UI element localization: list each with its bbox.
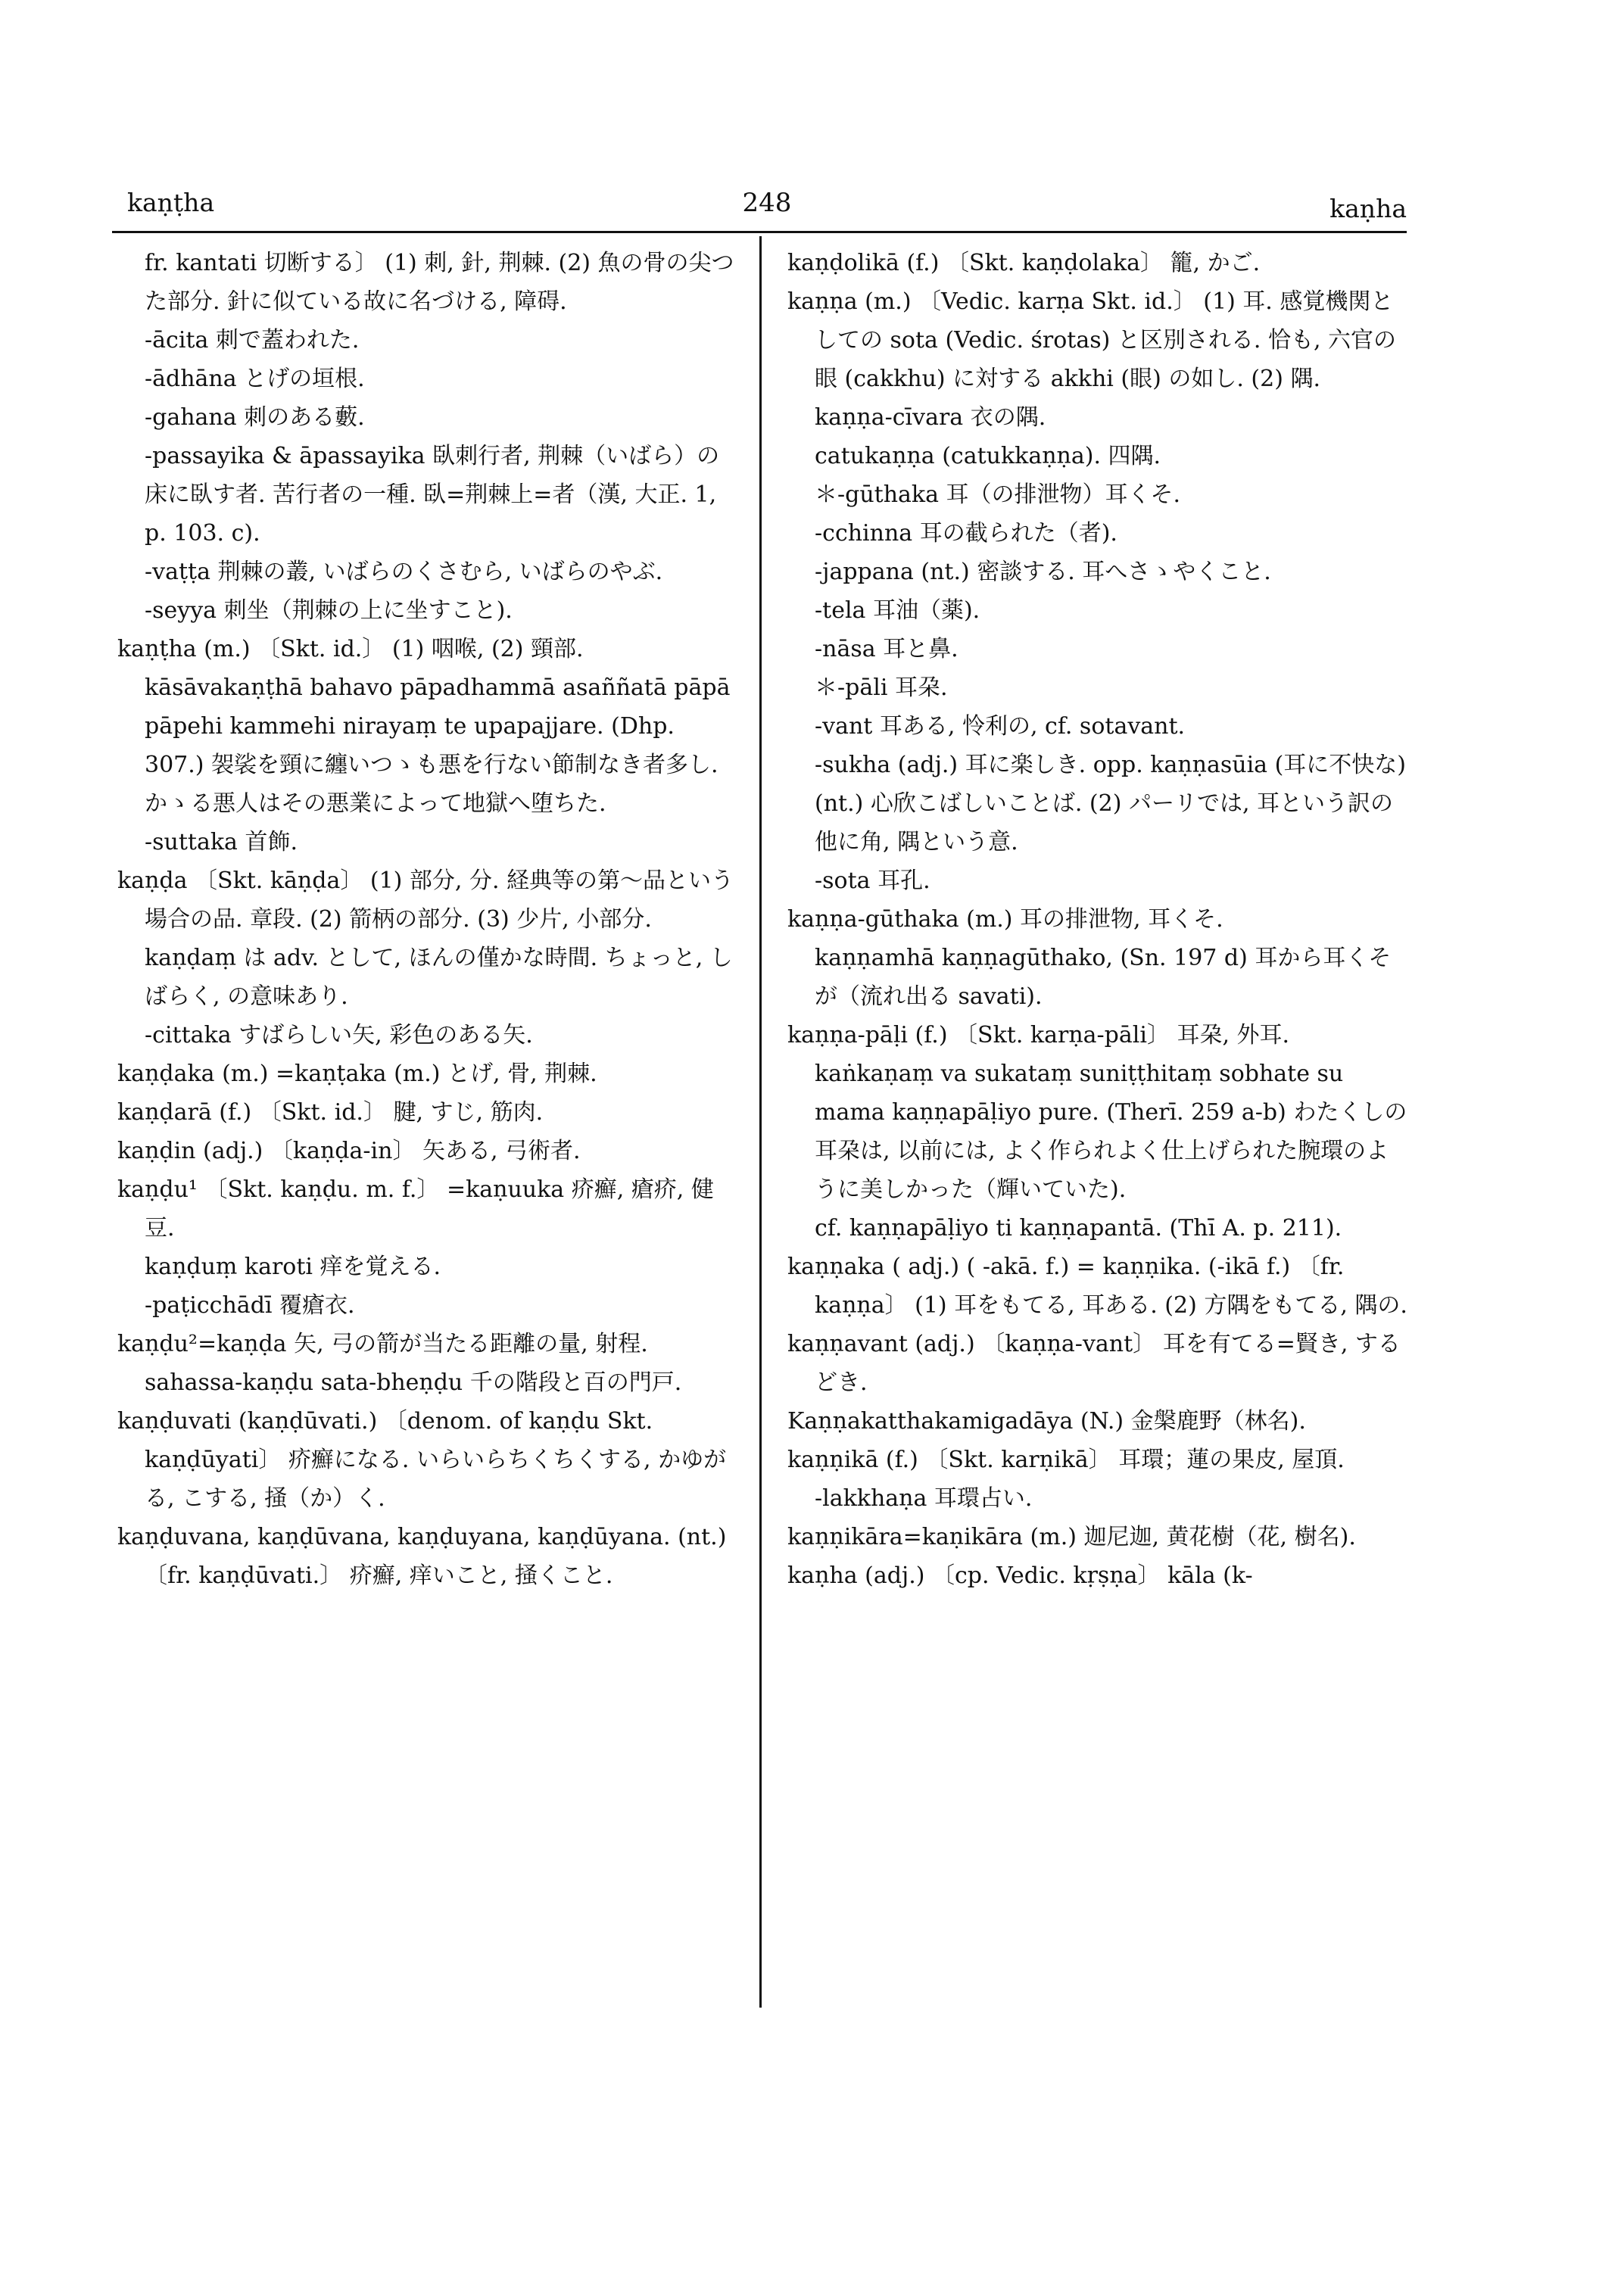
dictionary-entry: kaṇṭha (m.) 〔Skt. id.〕 (1) 咽喉, (2) 頸部. — [117, 636, 584, 662]
dictionary-entry: kaṇḍin (adj.) 〔kaṇḍa-in〕 矢ある, 弓術者. — [117, 1138, 581, 1164]
entry-subline: -ācita 刺で蓋われた. — [145, 327, 360, 354]
entry-subline: -seyya 刺坐（荆棘の上に坐すこと). — [145, 597, 513, 624]
entry-subline: -tela 耳油（薬). — [815, 597, 980, 624]
column-divider — [759, 236, 762, 2008]
dictionary-entry: kaṇha (adj.) 〔cp. Vedic. kṛṣṇa〕 kāla (k- — [787, 1562, 1253, 1589]
entry-subline: -gahana 刺のある藪. — [145, 404, 365, 431]
entry-subline: -lakkhaṇa 耳環占い. — [815, 1485, 1033, 1512]
dictionary-entry: kaṇḍu²=kaṇḍa 矢, 弓の箭が当たる距離の量, 射程. — [117, 1331, 648, 1357]
entry-subline: kaṅkaṇaṃ va sukataṃ suniṭṭhitaṃ sobhate su mama kaṇṇapāḷiyo pure. (Therī. 259 a-b) わたくしの耳朶は, 以前には, よく作られよく仕上げられた腕環のように美しかった（輝いていた). — [815, 1061, 1407, 1203]
entry-subline: sahassa-kaṇḍu sata-bheṇḍu 千の階段と百の門戸. — [145, 1369, 682, 1396]
running-header — [127, 188, 1407, 226]
entry-subline: -vant 耳ある, 怜利の, cf. sotavant. — [815, 713, 1186, 740]
entry-subline: kaṇṇamhā kaṇṇagūthako, (Sn. 197 d) 耳から耳くそが（流れ出る savati). — [815, 945, 1392, 1010]
header-rule — [112, 231, 1407, 233]
entry-subline: -jappana (nt.) 密談する. 耳へさゝやくこと. — [815, 559, 1271, 585]
entry-subline: -ādhāna とげの垣根. — [145, 366, 365, 392]
entry-subline: -cchinna 耳の截られた（者). — [815, 520, 1117, 547]
dictionary-entry: kaṇḍarā (f.) 〔Skt. id.〕 腱, すじ, 筋肉. — [117, 1099, 544, 1126]
entry-subline: kaṇḍuṃ karoti 痒を覚える. — [145, 1254, 441, 1280]
entry-subline: ＊-pāli 耳朶. — [815, 675, 948, 701]
entry-subline: kaṇṇa-cīvara 衣の隅. — [815, 404, 1046, 431]
dictionary-entry: kaṇṇa (m.) 〔Vedic. karṇa Skt. id.〕 (1) 耳. 感覚機関としての sota (Vedic. śrotas) と区別される. 恰も, 六官の眼 (cakkhu) に対する akkhi (眼) の如し. (2) 隅. — [787, 288, 1397, 392]
entry-subline: -paṭicchādī 覆瘡衣. — [145, 1292, 355, 1319]
dictionary-entry: Kaṇṇakatthakamigadāya (N.) 金槃鹿野（林名). — [787, 1408, 1306, 1435]
left-guide-word: kaṇṭha — [127, 188, 215, 217]
dictionary-entry: kaṇḍu¹ 〔Skt. kaṇḍu. m. f.〕 =kaṇuuka 疥癬, 瘡疥, 健豆. — [117, 1176, 714, 1242]
entry-subline: cf. kaṇṇapāḷiyo ti kaṇṇapantā. (Thī A. p. 211). — [815, 1215, 1342, 1242]
dictionary-entry: kaṇḍolikā (f.) 〔Skt. kaṇḍolaka〕 籠, かご. — [787, 250, 1261, 276]
entry-subline: -cittaka すばらしい矢, 彩色のある矢. — [145, 1022, 533, 1048]
entry-subline: -suttaka 首飾. — [145, 829, 298, 855]
dictionary-entry: kaṇḍaka (m.) =kaṇṭaka (m.) とげ, 骨, 荆棘. — [117, 1061, 597, 1087]
entry-subline: -sota 耳孔. — [815, 868, 930, 894]
dictionary-entry: kaṇḍuvana, kaṇḍūvana, kaṇḍuyana, kaṇḍūyana. (nt.) 〔fr. kaṇḍūvati.〕 疥癬, 痒いこと, 掻くこと. — [117, 1524, 727, 1589]
dictionary-entry: kaṇṇaka ( adj.) ( -akā. f.) = kaṇṇika. (-ikā f.) 〔fr. kaṇṇa〕 (1) 耳をもてる, 耳ある. (2) 方隅をもてる, 隅の. — [787, 1254, 1407, 1319]
entry-subline: -nāsa 耳と鼻. — [815, 636, 959, 662]
entry-subline: -vaṭṭa 荆棘の叢, いばらのくさむら, いばらのやぶ. — [145, 559, 663, 585]
dictionary-entry: kaṇṇikāra=kaṇikāra (m.) 迦尼迦, 黄花樹（花, 樹名). — [787, 1524, 1356, 1550]
entry-subline: catukaṇṇa (catukkaṇṇa). 四隅. — [815, 443, 1161, 469]
right-column — [787, 244, 1408, 1595]
dictionary-entry: kaṇḍa 〔Skt. kāṇḍa〕 (1) 部分, 分. 経典等の第〜品という場合の品. 章段. (2) 箭柄の部分. (3) 少片, 小部分. kaṇḍaṃ は adv. として, ほんの僅かな時間. ちょっと, しばらく, の意味あり. — [117, 868, 734, 1010]
entry-subline: -passayika & āpassayika 臥刺行者, 荆棘（いばら）の床に臥す者. 苦行者の一種. 臥=荆棘上=者（漢, 大正. 1, p. 103. c). — [145, 443, 720, 547]
right-guide-word: kaṇha — [1329, 194, 1407, 223]
dictionary-entry: kaṇṇavant (adj.) 〔kaṇṇa-vant〕 耳を有てる=賢き, するどき. — [787, 1331, 1401, 1396]
entry-subline: fr. kantati 切断する〕 (1) 刺, 針, 荆棘. (2) 魚の骨の尖つた部分. 針に似ている故に名づける, 障碍. — [145, 250, 734, 315]
entry-subline: kāsāvakaṇṭhā bahavo pāpadhammā asaññatā pāpā pāpehi kammehi nirayaṃ te upapajjare. (Dhp. 307.) 袈裟を頸に纏いつゝも悪を行ない節制なき者多し. かゝる悪人はその悪業によって地獄へ堕ちた. — [145, 675, 731, 817]
dictionary-entry: kaṇḍuvati (kaṇḍūvati.) 〔denom. of kaṇḍu Skt. kaṇḍūyati〕 疥癬になる. いらいらちくちくする, かゆがる, こする, 掻（か）く. — [117, 1408, 727, 1512]
left-column — [117, 244, 738, 1595]
entry-subline: ＊-gūthaka 耳（の排泄物）耳くそ. — [815, 481, 1181, 508]
entry-subline: -sukha (adj.) 耳に楽しき. opp. kaṇṇasūia (耳に不快な) (nt.) 心欣こばしいことば. (2) パーリでは, 耳という訳の他に角, 隅という意. — [815, 752, 1406, 855]
dictionary-entry: kaṇṇa-gūthaka (m.) 耳の排泄物, 耳くそ. — [787, 906, 1223, 933]
dictionary-entry: kaṇṇa-pāḷi (f.) 〔Skt. karṇa-pāli〕 耳朶, 外耳. — [787, 1022, 1290, 1048]
page-number: 248 — [742, 188, 792, 218]
dictionary-entry: kaṇṇikā (f.) 〔Skt. karṇikā〕 耳環；蓮の果皮, 屋頂. — [787, 1447, 1345, 1473]
